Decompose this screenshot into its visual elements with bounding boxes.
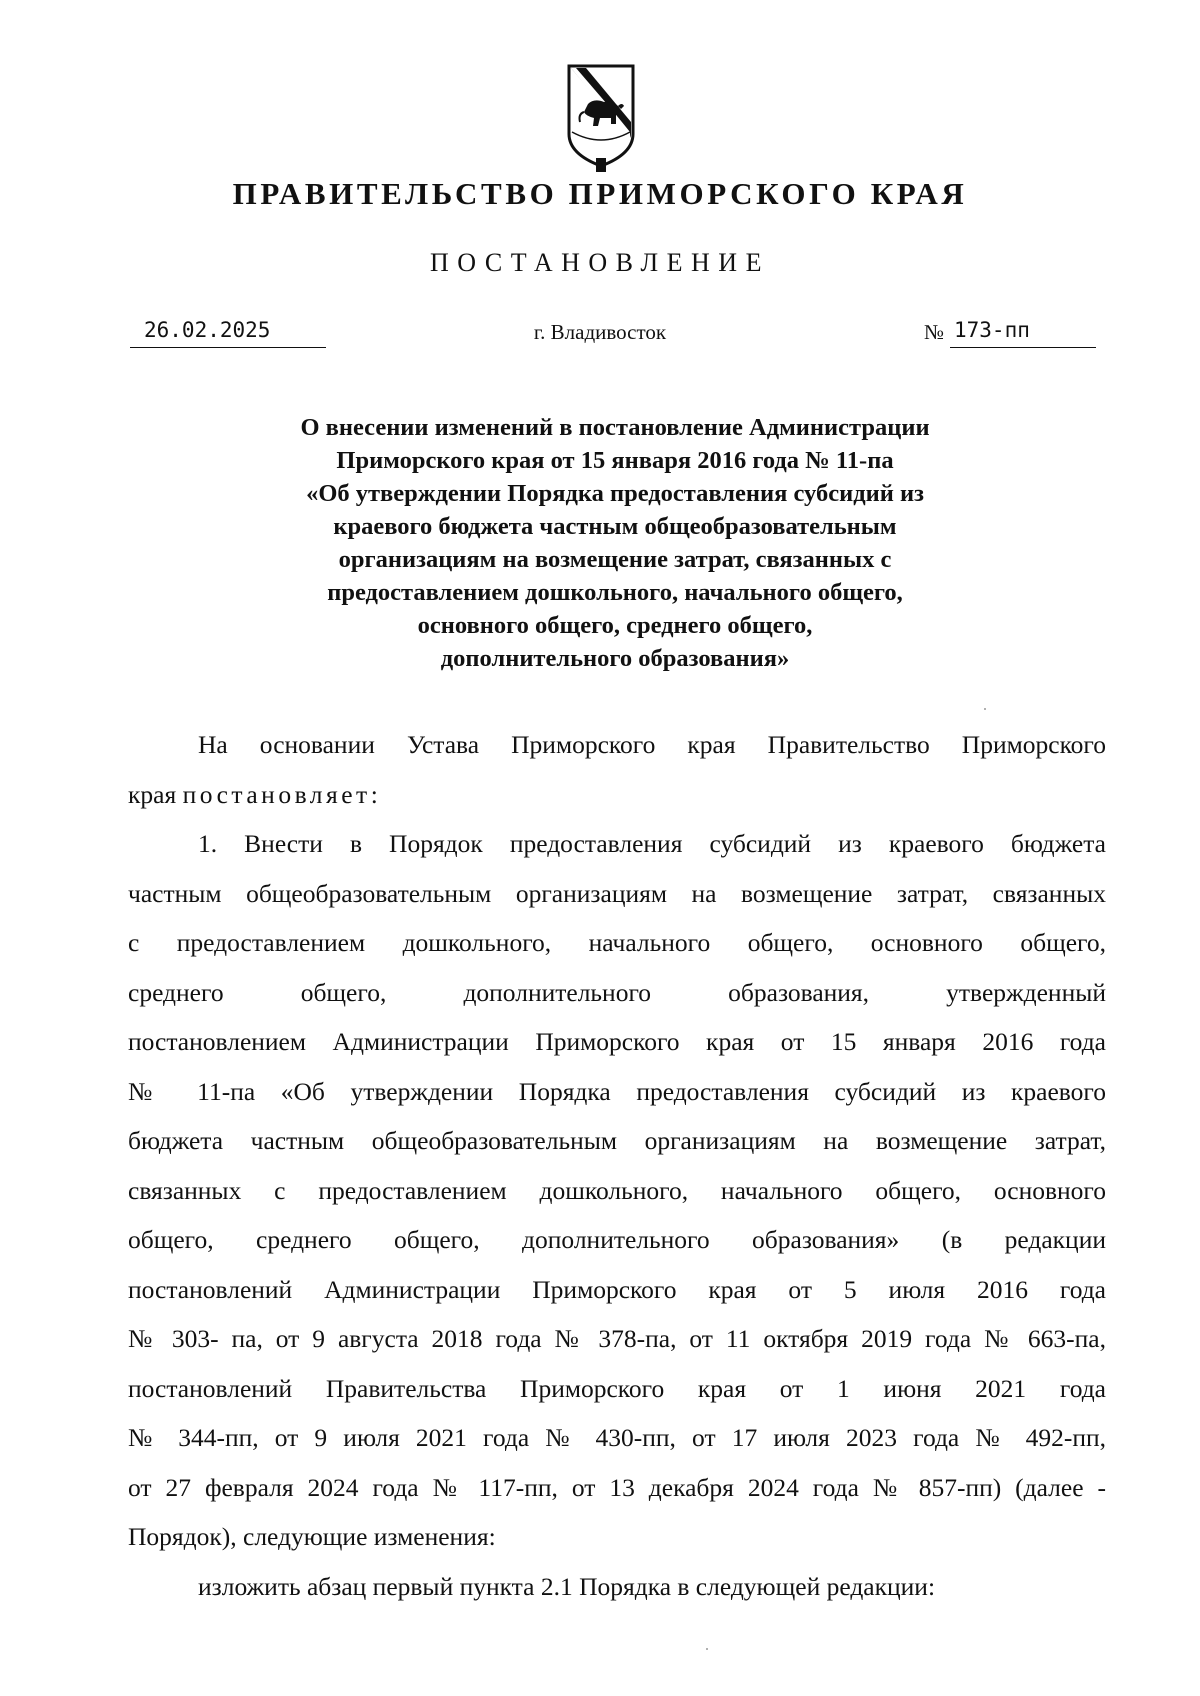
body-line: 1. Внести в Порядок предоставления субсидий из краевого бюджета: [198, 829, 1106, 858]
body-line: общего, среднего общего, дополнительного образования» (в редакции: [128, 1225, 1106, 1254]
body-line: бюджета частным общеобразовательным организациям на возмещение затрат,: [128, 1126, 1106, 1155]
body-line: постановлений Правительства Приморского края от 1 июня 2021 года: [128, 1373, 1106, 1403]
resolves-word: постановляет:: [182, 779, 382, 809]
scan-speck: [706, 1648, 708, 1650]
body-line: [128, 770, 1106, 820]
subject-line: основного общего, среднего общего,: [417, 612, 813, 639]
document-subject: [200, 411, 1030, 675]
subject-line: Приморского края от 15 января 2016 года № 11-па: [336, 447, 894, 474]
document-type: ПОСТАНОВЛЕНИЕ: [430, 248, 770, 277]
body-line: постановлением Администрации Приморского края от 15 января 2016 года: [128, 1027, 1106, 1056]
document-body: [128, 720, 1106, 1611]
body-line: связанных с предоставлением дошкольного, начального общего, основного: [128, 1175, 1106, 1205]
body-line: изложить абзац первый пункта 2.1 Порядка в следующей редакции:: [198, 1571, 936, 1601]
body-line: частным общеобразовательным организациям на возмещение затрат, связанных: [128, 878, 1106, 908]
body-line: № 11-па «Об утверждении Порядка предоставления субсидий из краевого: [128, 1076, 1106, 1106]
document-city: г. Владивосток: [533, 320, 667, 344]
body-line: с предоставлением дошкольного, начального общего, основного общего,: [128, 928, 1106, 957]
body-line: № 344-пп, от 9 июля 2021 года № 430-пп, от 17 июля 2023 года № 492-пп,: [128, 1423, 1106, 1452]
document-date: 26.02.2025: [130, 318, 326, 348]
subject-line: дополнительного образования»: [440, 645, 790, 672]
coat-of-arms-emblem: [566, 62, 636, 174]
body-line: постановлений Администрации Приморского края от 5 июля 2016 года: [128, 1274, 1106, 1304]
body-line: Порядок), следующие изменения:: [128, 1522, 496, 1551]
body-line: от 27 февраля 2024 года № 117-пп, от 13 декабря 2024 года № 857-пп) (далее -: [128, 1472, 1106, 1502]
subject-line: «Об утверждении Порядка предоставления субсидий из: [306, 480, 924, 507]
number-sign: №: [924, 320, 945, 344]
government-title: ПРАВИТЕЛЬСТВО ПРИМОРСКОГО КРАЯ: [232, 176, 968, 211]
subject-line: организациям на возмещение затрат, связанных с: [338, 546, 892, 573]
subject-line: предоставлением дошкольного, начального общего,: [327, 579, 903, 606]
document-number: 173-пп: [950, 318, 1096, 348]
subject-line: О внесении изменений в постановление Администрации: [300, 414, 930, 441]
scan-speck: [984, 708, 986, 710]
subject-line: краевого бюджета частным общеобразовательным: [333, 513, 897, 540]
body-line: На основании Устава Приморского края Правительство Приморского: [198, 730, 1106, 759]
body-line: среднего общего, дополнительного образования, утвержденный: [128, 977, 1106, 1007]
body-line: № 303- па, от 9 августа 2018 года № 378-па, от 11 октября 2019 года № 663-па,: [128, 1324, 1106, 1353]
body-text: края: [128, 779, 183, 809]
